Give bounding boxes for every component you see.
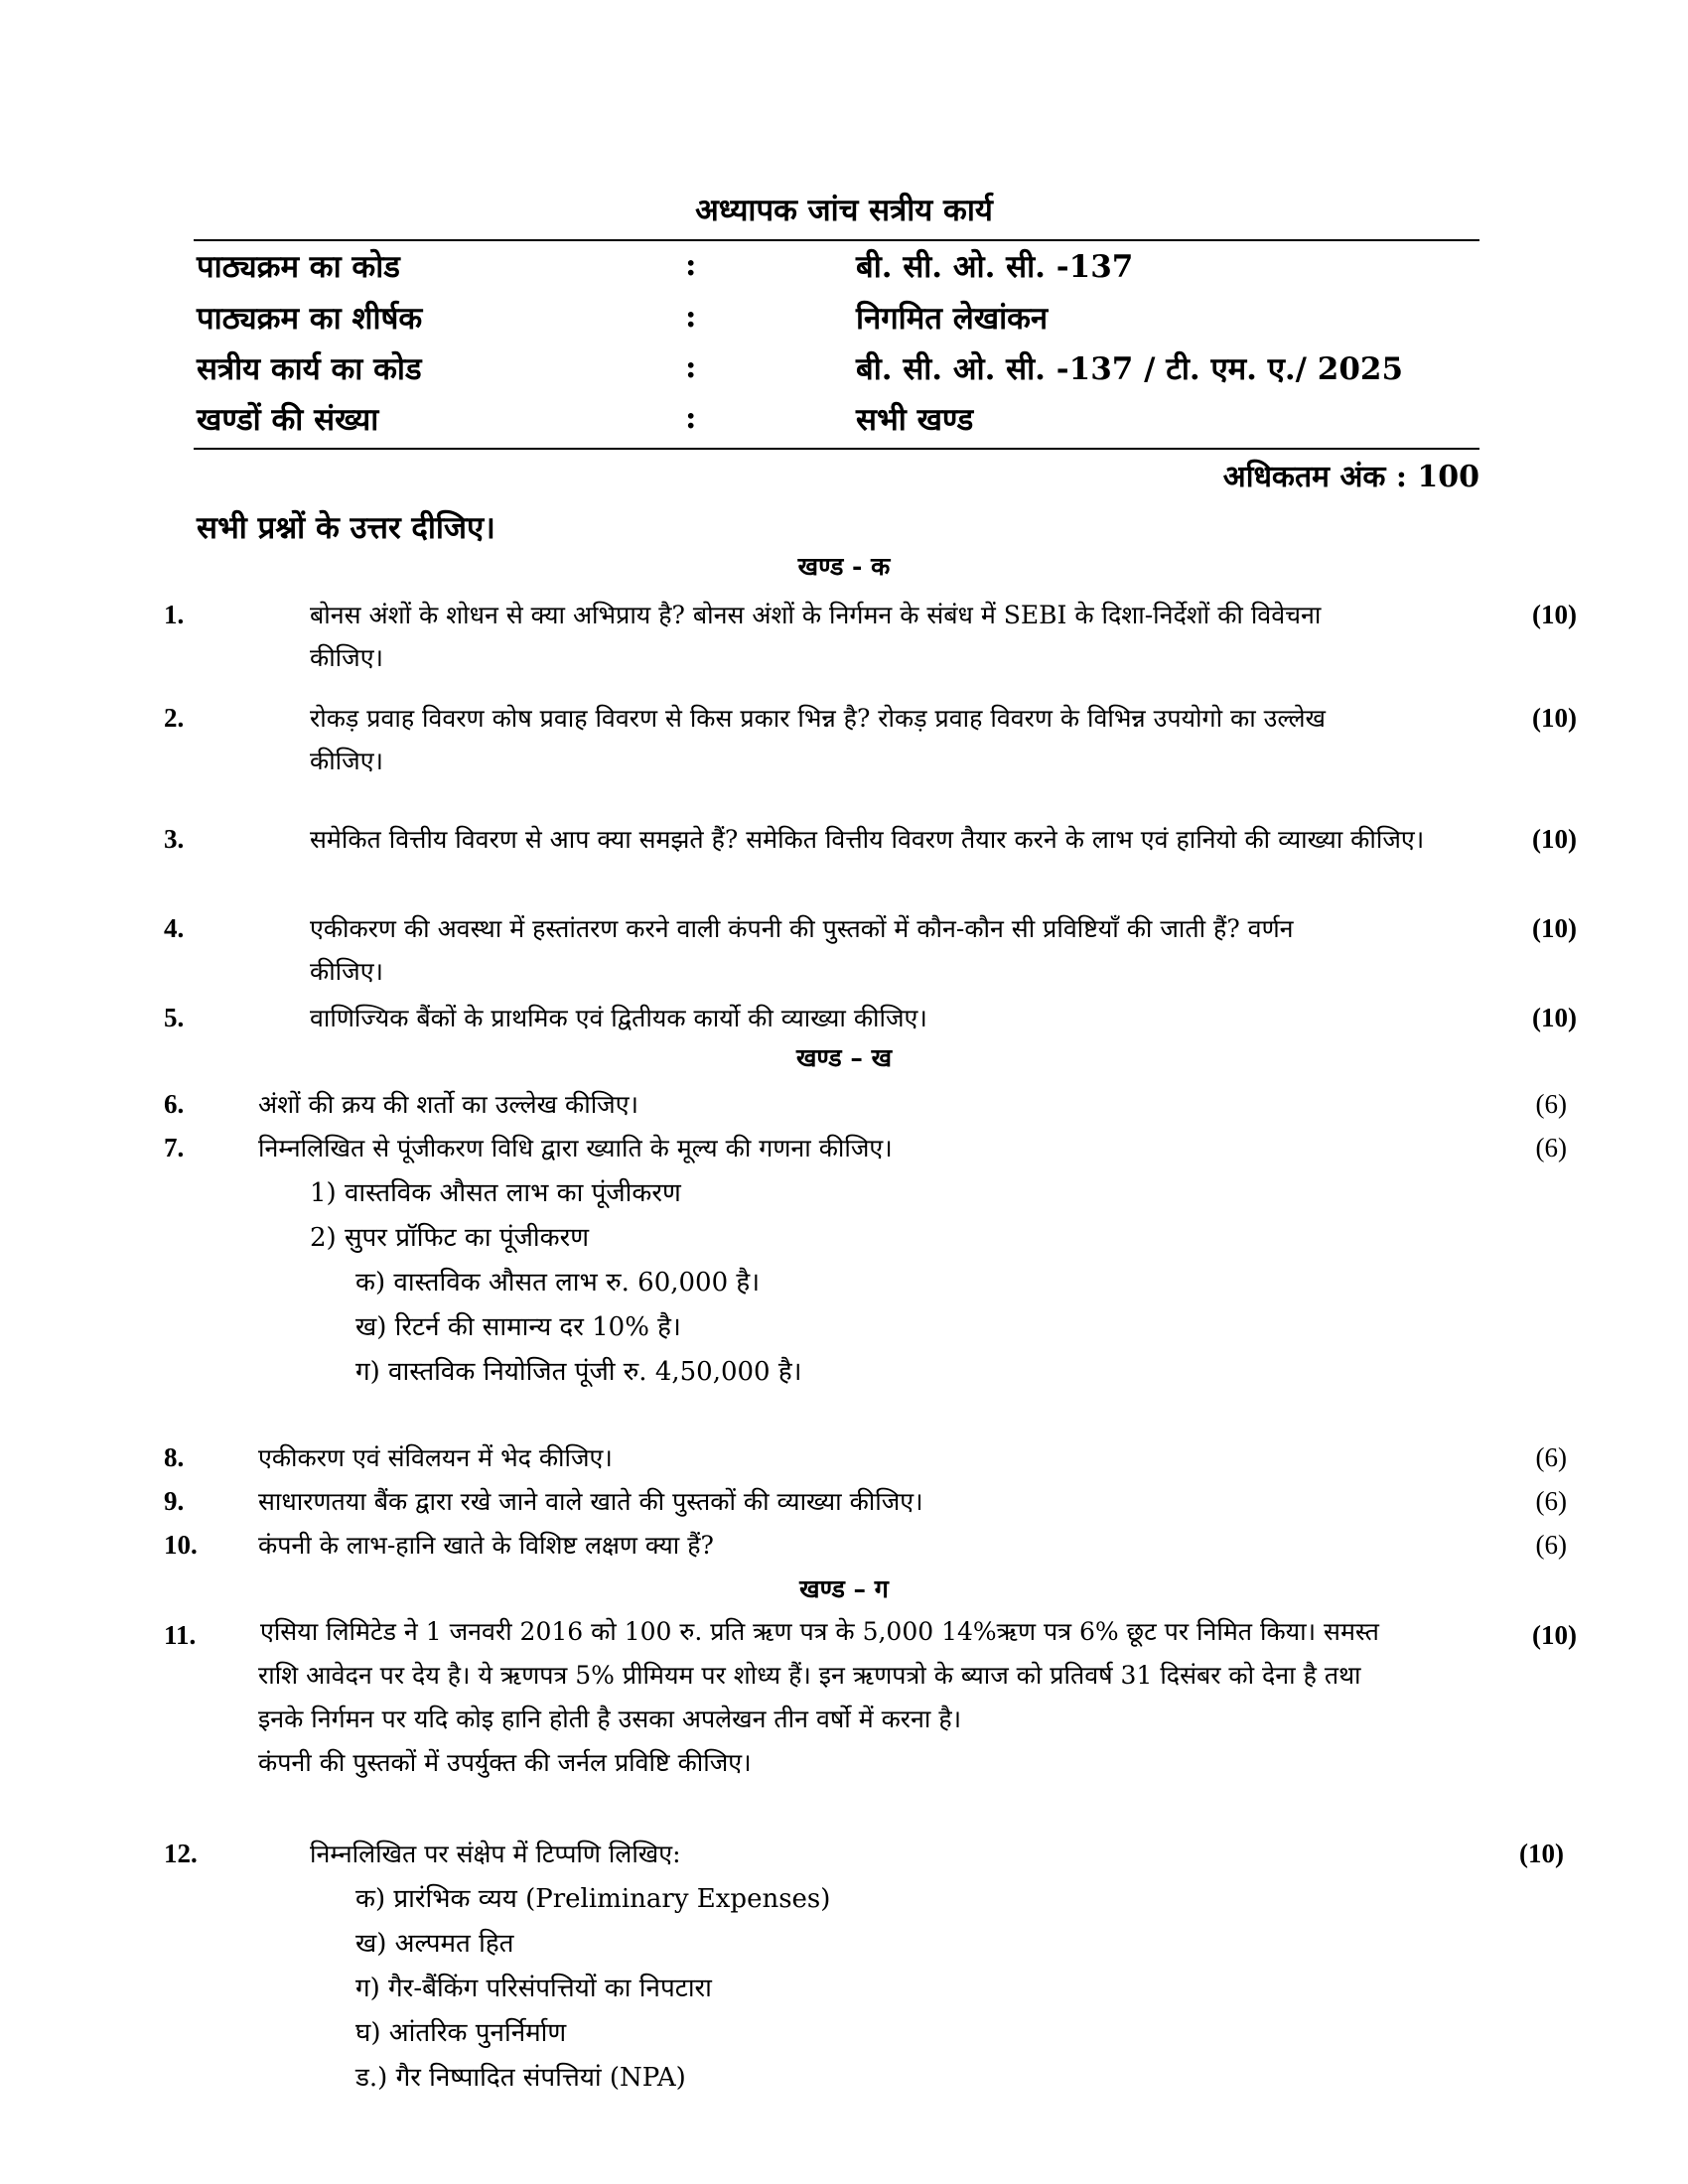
question-marks: (10) [1532, 1003, 1577, 1032]
question-marks: (10) [1532, 824, 1577, 854]
header-bottom-rule [194, 448, 1479, 450]
section-title-b: खण्ड – ख [795, 1043, 893, 1072]
question-text: एकीकरण एवं संविलयन में भेद कीजिए। [258, 1443, 613, 1472]
question-text: बोनस अंशों के शोधन से क्या अभिप्राय है? बोनस अंशों के निर्गमन के संबंध में SEBI के दिशा-निर्देशों की विवेचना कीजिए। [310, 601, 1322, 672]
note-item: ड.) गैर निष्पादित संपत्तियां (NPA) [355, 2063, 686, 2093]
question-marks: (6) [1535, 1442, 1567, 1472]
question-number: 4. [164, 913, 185, 943]
question-number: 12. [164, 1839, 198, 1868]
question-number: 3. [164, 824, 185, 854]
meta-value: बी. सी. ओ. सी. -137 [856, 249, 1134, 285]
meta-colon: : [685, 349, 697, 385]
question-text: वाणिज्यिक बैंकों के प्राथमिक एवं द्वितीयक कार्यो की व्याख्या कीजिए। [310, 1004, 927, 1032]
question-marks: (10) [1519, 1839, 1564, 1868]
section-title-c: खण्ड – ग [799, 1574, 889, 1603]
question-marks: (10) [1532, 600, 1577, 629]
method-item: 1) वास्तविक औसत लाभ का पूंजीकरण [310, 1178, 681, 1208]
question-marks: (6) [1535, 1486, 1567, 1516]
question-marks: (6) [1535, 1089, 1567, 1119]
question-number: 10. [164, 1530, 198, 1560]
note-item: ख) अल्पमत हित [355, 1929, 514, 1959]
meta-colon: : [685, 299, 697, 335]
question-marks: (10) [1532, 1620, 1577, 1650]
question-text: कंपनी के लाभ-हानि खाते के विशिष्ट लक्षण क्या हैं? [258, 1531, 714, 1560]
meta-label: सत्रीय कार्य का कोड [197, 351, 422, 387]
meta-colon: : [685, 400, 697, 436]
given-item: ख) रिटर्न की सामान्य दर 10% है। [355, 1312, 681, 1342]
instruction: सभी प्रश्नों के उत्तर दीजिए। [197, 510, 495, 546]
question-marks: (10) [1532, 703, 1577, 733]
question-number: 2. [164, 703, 185, 733]
question-line: एसिया लिमिटेड ने 1 जनवरी 2016 को 100 रु. प्रति ऋण पत्र के 5,000 14%ऋण पत्र 6% छूट पर निमित किया। समस्त [260, 1617, 1379, 1646]
question-number: 6. [164, 1089, 185, 1119]
meta-colon: : [685, 247, 697, 283]
question-text: एकीकरण की अवस्था में हस्तांतरण करने वाली कंपनी की पुस्तकों में कौन-कौन सी प्रविष्टियाँ की जाती हैं? वर्णन कीजिए। [310, 914, 1294, 986]
question-text: रोकड़ प्रवाह विवरण कोष प्रवाह विवरण से किस प्रकार भिन्न है? रोकड़ प्रवाह विवरण के विभिन्न उपयोगो का उल्लेख कीजिए। [310, 704, 1326, 775]
question-number: 8. [164, 1442, 185, 1472]
question-marks: (6) [1535, 1530, 1567, 1560]
question-number: 11. [164, 1620, 197, 1650]
given-item: क) वास्तविक औसत लाभ रु. 60,000 है। [355, 1268, 761, 1297]
page-title: अध्यापक जांच सत्रीय कार्य [695, 193, 993, 228]
question-number: 9. [164, 1486, 185, 1516]
meta-value: सभी खण्ड [856, 402, 974, 438]
question-text: अंशों की क्रय की शर्तो का उल्लेख कीजिए। [258, 1090, 639, 1119]
question-text: निम्नलिखित से पूंजीकरण विधि द्वारा ख्याति के मूल्य की गणना कीजिए। [258, 1134, 893, 1162]
section-title-a: खण्ड - क [797, 552, 891, 581]
method-item: 2) सुपर प्रॉफिट का पूंजीकरण [310, 1223, 590, 1253]
question-text: साधारणतया बैंक द्वारा रखे जाने वाले खाते की पुस्तकों की व्याख्या कीजिए। [258, 1487, 923, 1516]
note-item: घ) आंतरिक पुनर्निर्माण [355, 2018, 567, 2048]
question-line: कंपनी की पुस्तकों में उपर्युक्त की जर्नल प्रविष्टि कीजिए। [258, 1748, 752, 1777]
question-text: समेकित वित्तीय विवरण से आप क्या समझते हैं? समेकित वित्तीय विवरण तैयार करने के लाभ एवं हानियो की व्याख्या कीजिए। [310, 825, 1425, 854]
meta-value: बी. सी. ओ. सी. -137 / टी. एम. ए./ 2025 [856, 351, 1404, 387]
question-number: 7. [164, 1133, 185, 1162]
max-marks: अधिकतम अंक : 100 [1222, 460, 1479, 494]
note-item: ग) गैर-बैंकिंग परिसंपत्तियों का निपटारा [355, 1974, 712, 2003]
note-item: क) प्रारंभिक व्यय (Preliminary Expenses) [355, 1884, 831, 1914]
header-top-rule [194, 239, 1479, 241]
meta-value: निगमित लेखांकन [856, 301, 1049, 337]
meta-label: खण्डों की संख्या [197, 402, 379, 438]
question-marks: (10) [1532, 913, 1577, 943]
question-line: इनके निर्गमन पर यदि कोइ हानि होती है उसका अपलेखन तीन वर्षो में करना है। [258, 1705, 962, 1733]
question-line: राशि आवेदन पर देय है। ये ऋणपत्र 5% प्रीमियम पर शोध्य हैं। इन ऋणपत्रो के ब्याज को प्रतिवर्ष 31 दिसंबर को देना है तथा [258, 1661, 1361, 1690]
meta-label: पाठ्यक्रम का कोड [197, 249, 400, 285]
question-number: 5. [164, 1003, 185, 1032]
meta-label: पाठ्यक्रम का शीर्षक [197, 301, 423, 337]
question-number: 1. [164, 600, 185, 629]
question-text: निम्नलिखित पर संक्षेप में टिप्पणि लिखिए: [310, 1840, 681, 1868]
given-item: ग) वास्तविक नियोजित पूंजी रु. 4,50,000 है। [355, 1357, 802, 1387]
question-marks: (6) [1535, 1133, 1567, 1162]
